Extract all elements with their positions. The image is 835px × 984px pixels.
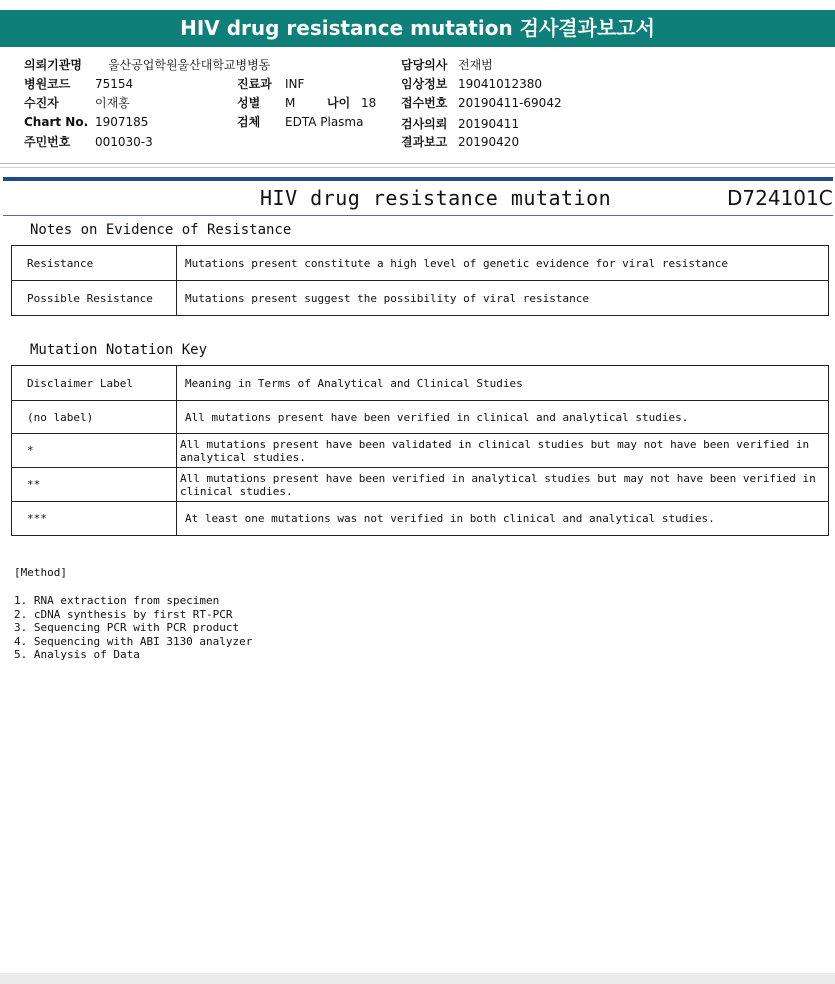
resident-number-value: 001030-3 <box>95 135 153 149</box>
age-label: 나이 <box>327 96 351 110</box>
clinical-info-value: 19041012380 <box>458 77 542 91</box>
method-step: 1. RNA extraction from specimen <box>14 594 220 607</box>
specimen-label: 검체 <box>237 115 261 129</box>
department-row <box>237 75 304 92</box>
key-row-label: *** <box>12 502 177 536</box>
accession-number-row <box>401 94 562 111</box>
test-request-date-value: 20190411 <box>458 117 520 131</box>
attending-physician-value: 전재범 <box>458 58 493 72</box>
notes-heading: Notes on Evidence of Resistance <box>30 222 292 238</box>
department-label: 진료과 <box>237 77 272 91</box>
report-banner-title: HIV drug resistance mutation 검사결과보고서 <box>0 10 835 47</box>
notes-row-label: Possible Resistance <box>12 281 177 316</box>
clinical-info-row <box>401 75 542 92</box>
age-value: 18 <box>361 96 377 110</box>
key-row-text: At least one mutations was not verified in both clinical and analytical studies. <box>177 502 829 536</box>
report-code: D724101C <box>727 186 833 210</box>
notes-table <box>11 245 829 316</box>
key-header-label: Disclaimer Label <box>12 366 177 401</box>
key-row-label: * <box>12 434 177 468</box>
key-row-text: All mutations present have been verified in clinical and analytical studies. <box>177 401 829 434</box>
patient-name-value: 이재홍 <box>95 96 130 110</box>
table-row <box>12 281 829 316</box>
chart-number-row <box>24 115 148 129</box>
method-heading: [Method] <box>14 566 67 579</box>
sex-label: 성별 <box>237 96 261 110</box>
notes-row-text: Mutations present suggest the possibility of viral resistance <box>177 281 829 316</box>
report-top-rule <box>3 177 833 181</box>
result-report-date-label: 결과보고 <box>401 135 448 149</box>
sex-value: M <box>285 96 296 110</box>
notes-row-text: Mutations present constitute a high level of genetic evidence for viral resistance <box>177 246 829 281</box>
method-step: 4. Sequencing with ABI 3130 analyzer <box>14 634 253 648</box>
specimen-value: EDTA Plasma <box>285 115 364 129</box>
resident-number-row <box>24 133 153 150</box>
attending-physician-label: 담당의사 <box>401 58 448 72</box>
report-title-rule <box>3 215 833 216</box>
resident-number-label: 주민번호 <box>24 135 71 149</box>
table-row <box>12 366 829 401</box>
method-step: 5. Analysis of Data <box>14 648 140 662</box>
chart-number-value: 1907185 <box>95 115 149 129</box>
result-report-date-row <box>401 133 519 150</box>
table-row <box>12 246 829 281</box>
test-request-date-row <box>401 115 519 132</box>
accession-number-label: 접수번호 <box>401 96 448 110</box>
method-step: 2. cDNA synthesis by first RT-PCR <box>14 607 233 621</box>
notes-row-label: Resistance <box>12 246 177 281</box>
key-row-label: ** <box>12 468 177 502</box>
department-value: INF <box>285 77 305 91</box>
chart-number-label: Chart No. <box>24 115 89 129</box>
key-row-label: (no label) <box>12 401 177 434</box>
key-heading: Mutation Notation Key <box>30 342 208 358</box>
patient-name-row <box>24 94 130 111</box>
table-row <box>12 401 829 434</box>
hospital-code-row <box>24 75 133 92</box>
report-title: HIV drug resistance mutation <box>260 186 612 210</box>
requesting-institution-value: 울산공업학원울산대학교병병동 <box>108 58 271 72</box>
result-report-date-value: 20190420 <box>458 135 520 149</box>
specimen-row <box>237 113 363 130</box>
hospital-code-label: 병원코드 <box>24 77 71 91</box>
age-row <box>327 94 376 111</box>
attending-physician-row <box>401 56 493 73</box>
header-divider <box>0 163 835 168</box>
table-row <box>12 434 829 468</box>
key-table <box>11 365 829 536</box>
method-steps <box>14 594 252 662</box>
accession-number-value: 20190411-69042 <box>458 96 562 110</box>
test-request-date-label: 검사의뢰 <box>401 117 448 131</box>
key-row-text: All mutations present have been validated in clinical studies but may not have been verified in analytical studies. <box>177 434 829 468</box>
clinical-info-label: 임상정보 <box>401 77 448 91</box>
sex-row <box>237 94 295 111</box>
patient-name-label: 수진자 <box>24 96 59 110</box>
hospital-code-value: 75154 <box>95 77 134 91</box>
patient-info-section <box>0 48 835 166</box>
table-row <box>12 468 829 502</box>
requesting-institution-row <box>24 56 270 73</box>
requesting-institution-label: 의뢰기관명 <box>24 58 82 72</box>
table-row <box>12 502 829 536</box>
key-header-text: Meaning in Terms of Analytical and Clinical Studies <box>177 366 829 401</box>
page-footer-bar <box>0 973 835 984</box>
method-step: 3. Sequencing PCR with PCR product <box>14 621 240 635</box>
key-row-text: All mutations present have been verified in analytical studies but may not have been verified in clinical studies. <box>177 468 829 502</box>
